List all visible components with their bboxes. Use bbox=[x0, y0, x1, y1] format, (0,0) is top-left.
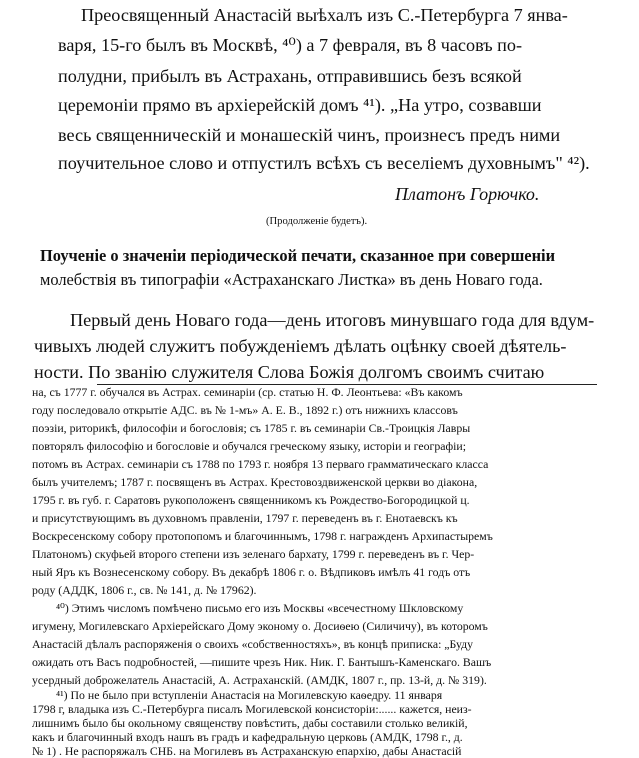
footnote-line: № 1) . Не распоряжалъ СНБ. на Могилевъ въ Астраханскую епархію, дабы Анастасій bbox=[32, 744, 462, 758]
footnote-line: 1795 г. въ губ. г. Саратовъ рукоположенъ священникомъ къ Рождество-Богородицкой ц. bbox=[32, 493, 470, 507]
body-line: Первый день Новаго года—день итоговъ минувшаго года для вдум- bbox=[70, 310, 595, 330]
footnote-line: ный Яръ къ Вознесенскому собору. Въ декабрѣ 1806 г. о. Вѣдпиковъ имѣлъ 41 годъ отъ bbox=[32, 565, 471, 579]
article-subtitle: молебствія въ типографіи «Астраханскаго Листка» въ день Новаго года. bbox=[40, 270, 543, 289]
footnote-line: 1798 г, владыка изъ С.-Петербурга писалъ Могилевской консисторіи:...... кажется, неиз- bbox=[32, 702, 472, 716]
footnote-line: и присутствующимъ въ духовномъ правленіи, 1797 г. переведенъ въ г. Енотаевскъ къ bbox=[32, 511, 458, 525]
footnote-line: лишнимъ было бы окольному священству повѣстить, дабы составили столько великій, bbox=[32, 716, 468, 730]
footnote-line: усердный доброжелатель Анастасій, А. Астраханскій. (АМДК, 1807 г., пр. 13-й, д. № 319). bbox=[32, 673, 487, 687]
footnote-line: былъ учителемъ; 1787 г. посвященъ въ Астрах. Крестовоздвиженской церкви во діакона, bbox=[32, 475, 478, 489]
footnote-line: потомъ въ Астрах. семинаріи съ 1788 по 1793 г. ноября 13 перваго грамматическаго класса bbox=[32, 457, 489, 471]
body-line: чивыхъ людей служитъ побужденіемъ дѣлать оцѣнку своей дѣятель- bbox=[34, 336, 567, 356]
top-paragraph-line: Преосвященный Анастасій выѣхалъ изъ С.-Петербурга 7 янва- bbox=[81, 5, 568, 25]
top-paragraph-line: варя, 15-го былъ въ Москвѣ, ⁴⁰) а 7 февраля, въ 8 часовъ по- bbox=[58, 35, 523, 55]
continuation-note: (Продолженіе будетъ). bbox=[266, 216, 368, 227]
top-paragraph-line: церемоніи прямо въ архіерейскій домъ ⁴¹). „На утро, созвавши bbox=[58, 95, 542, 115]
footnote-line: поэзіи, риторикѣ, философіи и богословія; съ 1785 г. въ семинаріи Св.-Троицкія Лавры bbox=[32, 421, 471, 435]
footnote-line: Воскресенскому собору протопопомъ и благочиннымъ, 1798 г. награжденъ Архипастыремъ bbox=[32, 529, 493, 543]
top-paragraph-line: поучительное слово и отпустилъ всѣхъ съ веселіемъ духовнымъ" ⁴²). bbox=[58, 153, 590, 173]
footnote-line: Анастасій дѣлалъ распоряженія о своихъ «собственностяхъ», въ концѣ приписка: „Буду bbox=[32, 637, 474, 651]
footnote-line: году последовало открытіе АДС. въ № 1-мъ» А. Е. В., 1892 г.) отъ нижнихъ классовъ bbox=[32, 403, 458, 417]
signature: Платонъ Горючко. bbox=[395, 184, 540, 204]
footnote-line: повторялъ философію и богословіе и обучался греческому языку, исторіи и географіи; bbox=[32, 439, 466, 453]
body-line: ности. По званію служителя Слова Божія долгомъ своимъ считаю bbox=[34, 362, 545, 382]
footnote-line: игумену, Могилевскаго Архіерейскаго Дому эконому о. Досиѳею (Силичичу), въ которомъ bbox=[32, 619, 488, 633]
top-paragraph-line: весь священническій и монашескій чинъ, произнесъ предъ ними bbox=[58, 125, 561, 145]
top-paragraph-line: полудни, прибылъ въ Астрахань, отправившись безъ всякой bbox=[58, 66, 522, 86]
footnote-line: ожидать отъ Васъ подробностей, —пишите чрезъ Ник. Ник. Г. Бантышъ-Каменскаго. Вашъ bbox=[32, 655, 492, 669]
footnote-line: Платономъ) скуфьей второго степени изъ зеленаго бархату, 1799 г. переведенъ въ г. Чер- bbox=[32, 547, 475, 561]
article-title: Поученіе о значеніи періодической печати, сказанное при совершеніи bbox=[40, 246, 556, 265]
footnote-line: на, съ 1777 г. обучался въ Астрах. семинаріи (ср. статью Н. Ф. Леонтьева: «Въ какомъ bbox=[32, 385, 463, 399]
footnote-line: ⁴¹) По не было при вступленіи Анастасія на Могилевскую каѳедру. 11 января bbox=[56, 688, 443, 702]
footnote-line: ⁴⁰) Этимъ числомъ помѣчено письмо его изъ Москвы «всечестному Шкловскому bbox=[56, 601, 464, 615]
footnote-line: какъ и благочинный входъ нашъ въ градъ и кафедральную церковь (АМДК, 1798 г., д. bbox=[32, 730, 463, 744]
footnote-line: роду (АДДК, 1806 г., св. № 141, д. № 17962). bbox=[32, 583, 257, 597]
